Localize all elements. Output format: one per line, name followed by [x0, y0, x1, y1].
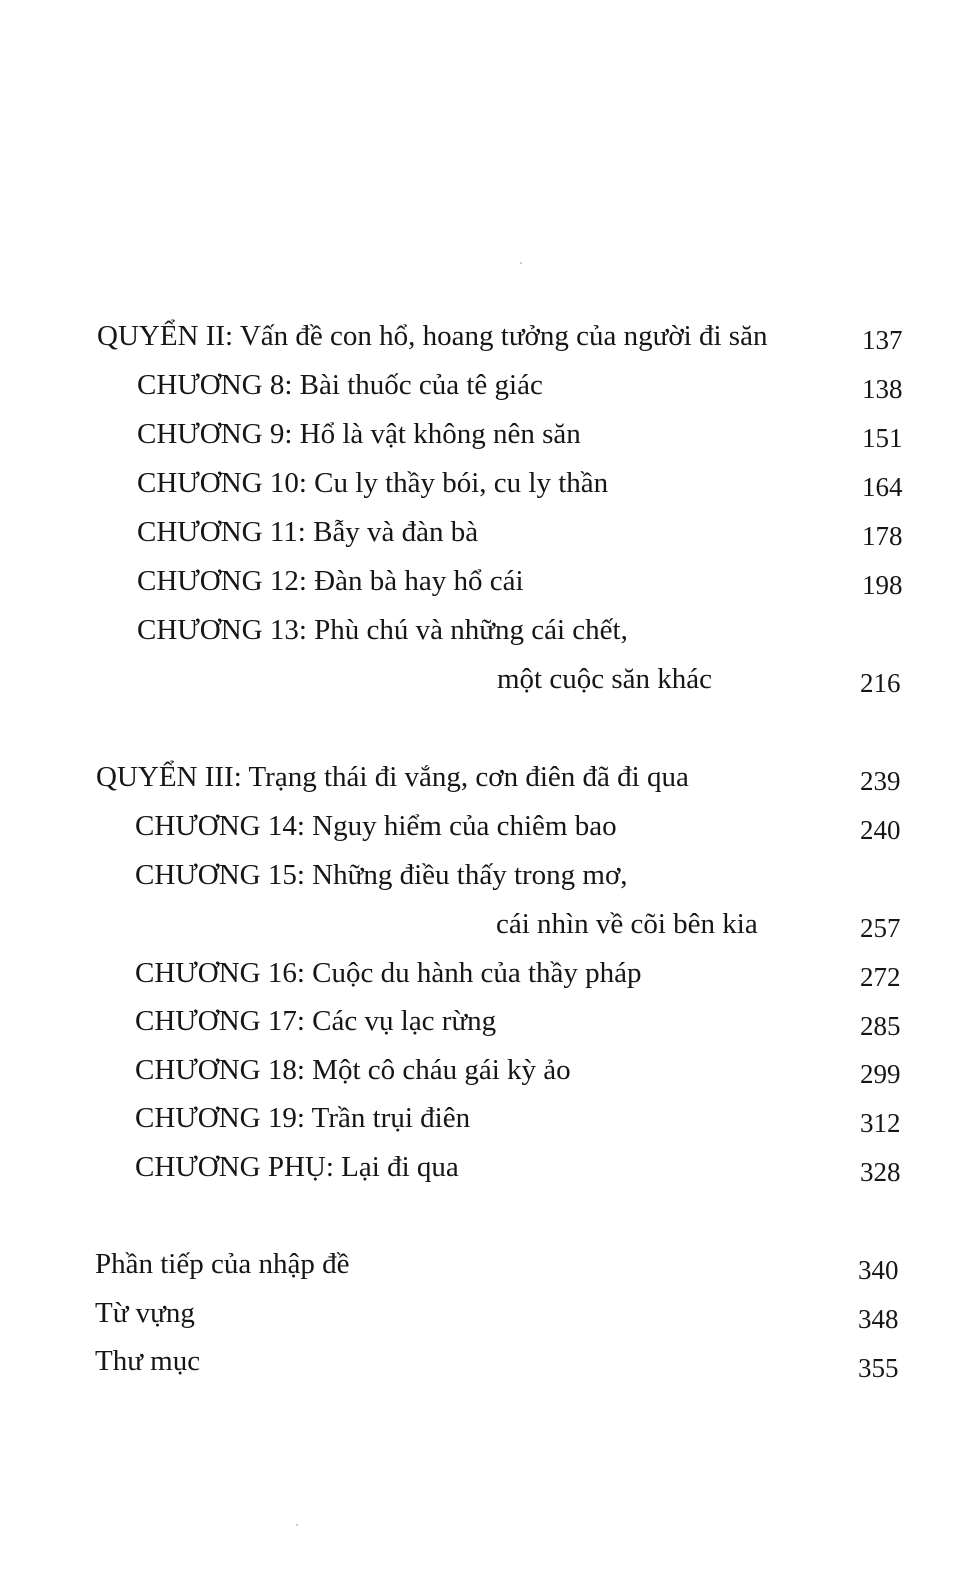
book-3-title: QUYỂN III: Trạng thái đi vắng, cơn điên đã đi qua	[96, 761, 689, 793]
chapter-14-title: CHƯƠNG 14: Nguy hiểm của chiêm bao	[135, 810, 617, 842]
chapter-19-page: 312	[860, 1108, 901, 1138]
chapter-phu-page: 328	[860, 1157, 901, 1187]
chapter-10-title: CHƯƠNG 10: Cu ly thầy bói, cu ly thần	[137, 467, 609, 499]
chapter-17-page: 285	[860, 1011, 901, 1041]
back-matter-glossary: Từ vựng	[95, 1297, 195, 1329]
back-matter-glossary-page: 348	[858, 1304, 899, 1334]
book-2-page: 137	[862, 325, 903, 355]
chapter-19-title: CHƯƠNG 19: Trần trụi điên	[135, 1102, 471, 1134]
chapter-14-page: 240	[860, 815, 901, 845]
chapter-10-page: 164	[862, 472, 903, 502]
chapter-9-page: 151	[862, 423, 903, 453]
back-matter-introduction-continued-page: 340	[858, 1255, 899, 1285]
chapter-phu-title: CHƯƠNG PHỤ: Lại đi qua	[135, 1151, 459, 1183]
back-matter-bibliography: Thư mục	[95, 1345, 201, 1377]
chapter-12-title: CHƯƠNG 12: Đàn bà hay hổ cái	[137, 565, 524, 597]
back-matter-bibliography-page: 355	[858, 1353, 899, 1383]
chapter-17-title: CHƯƠNG 17: Các vụ lạc rừng	[135, 1005, 497, 1037]
chapter-13-page: 216	[860, 668, 901, 698]
chapter-13-title-continuation: một cuộc săn khác	[497, 663, 713, 695]
book-3-page: 239	[860, 766, 901, 796]
chapter-11-title: CHƯƠNG 11: Bẫy và đàn bà	[137, 516, 479, 548]
chapter-16-page: 272	[860, 962, 901, 992]
scan-speck	[520, 262, 522, 264]
chapter-8-title: CHƯƠNG 8: Bài thuốc của tê giác	[137, 369, 543, 401]
back-matter-introduction-continued: Phần tiếp của nhập đề	[95, 1248, 350, 1280]
chapter-15-title: CHƯƠNG 15: Những điều thấy trong mơ,	[135, 859, 628, 891]
chapter-18-page: 299	[860, 1059, 901, 1089]
chapter-8-page: 138	[862, 374, 903, 404]
chapter-15-title-continuation: cái nhìn về cõi bên kia	[496, 908, 758, 940]
chapter-15-page: 257	[860, 913, 901, 943]
chapter-13-title: CHƯƠNG 13: Phù chú và những cái chết,	[137, 614, 628, 646]
chapter-12-page: 198	[862, 570, 903, 600]
scan-speck	[296, 1524, 298, 1526]
chapter-16-title: CHƯƠNG 16: Cuộc du hành của thầy pháp	[135, 957, 642, 989]
book-2-title: QUYỂN II: Vấn đề con hổ, hoang tưởng của người đi săn	[97, 320, 768, 352]
chapter-9-title: CHƯƠNG 9: Hổ là vật không nên săn	[137, 418, 581, 450]
chapter-11-page: 178	[862, 521, 903, 551]
chapter-18-title: CHƯƠNG 18: Một cô cháu gái kỳ ảo	[135, 1054, 571, 1086]
